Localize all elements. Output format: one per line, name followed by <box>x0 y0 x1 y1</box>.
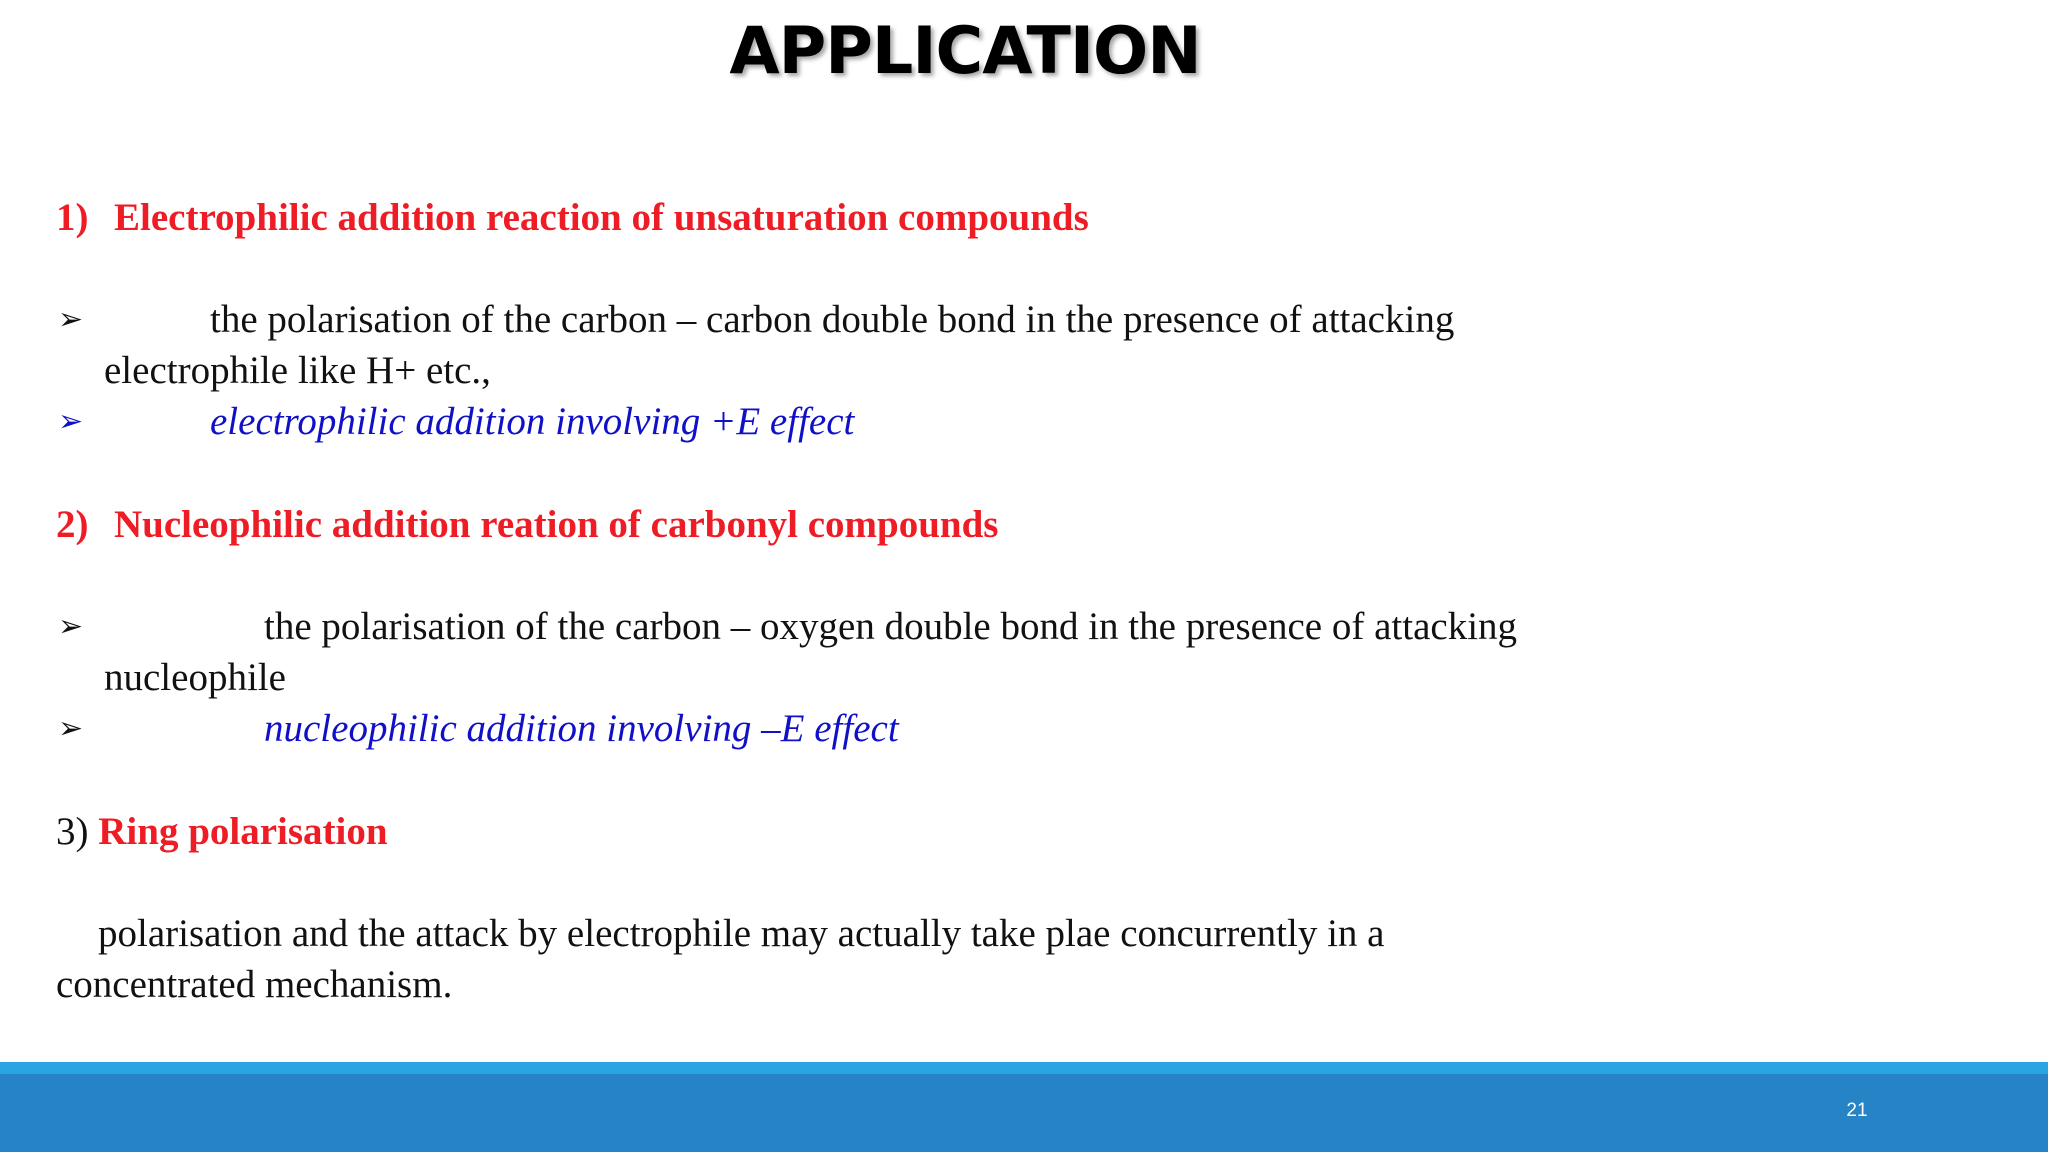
section-1-bullet-2: electrophilic addition involving +E effect <box>210 400 855 443</box>
section-2-number: 2) <box>56 503 89 546</box>
section-3-title: Ring polarisation <box>98 810 388 853</box>
page-number: 21 <box>1846 1100 1868 1121</box>
footer-stripe <box>0 1062 2048 1074</box>
section-3-paragraph-line-2: concentrated mechanism. <box>56 963 453 1006</box>
section-3-number: 3) <box>56 810 89 853</box>
slide-title: APPLICATION <box>729 14 1201 89</box>
section-3-paragraph-line-1: polarisation and the attack by electrophile may actually take plae concurrently in a <box>98 912 1385 955</box>
arrow-bullet-icon: ➢ <box>58 609 84 644</box>
section-2-bullet-2: nucleophilic addition involving –E effect <box>264 707 899 750</box>
arrow-bullet-icon: ➢ <box>58 302 84 337</box>
section-2-title: Nucleophilic addition reation of carbonyl compounds <box>114 503 999 546</box>
arrow-bullet-icon: ➢ <box>58 404 84 439</box>
section-1-bullet-1-line-2: electrophile like H+ etc., <box>104 349 491 392</box>
section-3-heading <box>56 806 388 857</box>
section-1-number: 1) <box>56 196 89 239</box>
section-2-heading <box>56 499 998 550</box>
section-1-title: Electrophilic addition reaction of unsaturation compounds <box>114 196 1089 239</box>
section-1-heading <box>56 192 1089 243</box>
arrow-bullet-icon: ➢ <box>58 711 84 746</box>
section-2-bullet-1-line-2: nucleophile <box>104 656 286 699</box>
footer-bar <box>0 1074 2048 1152</box>
section-1-bullet-1-line-1: the polarisation of the carbon – carbon double bond in the presence of attacking <box>210 298 1455 341</box>
section-2-bullet-1-line-1: the polarisation of the carbon – oxygen double bond in the presence of attacking <box>264 605 1518 648</box>
